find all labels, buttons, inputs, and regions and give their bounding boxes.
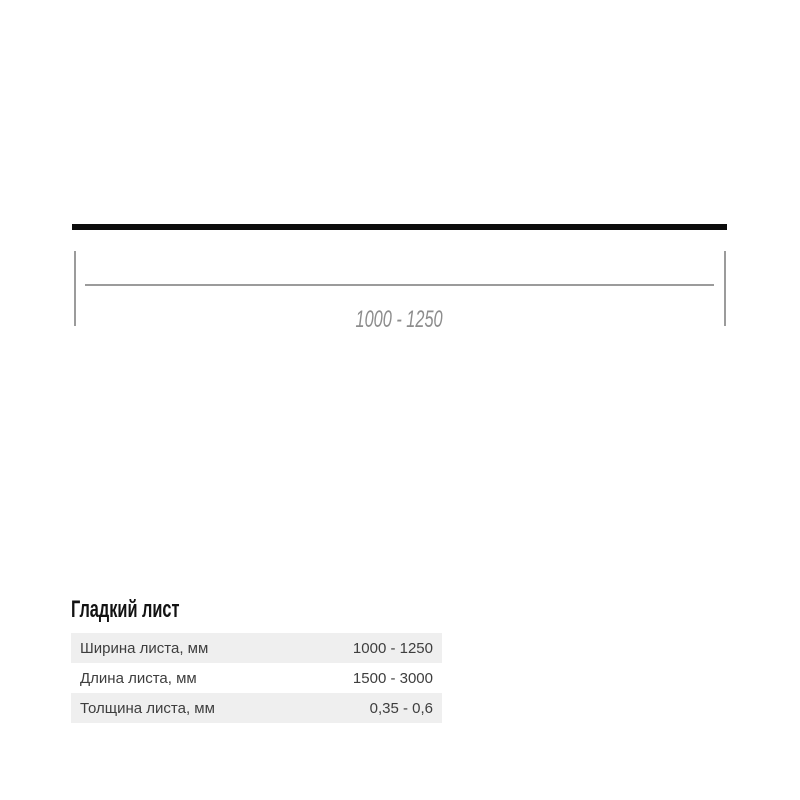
section-title: Гладкий лист bbox=[71, 596, 180, 623]
dimension-tick-left bbox=[74, 251, 76, 326]
sheet-profile-line bbox=[72, 224, 727, 230]
row-value: 1500 - 3000 bbox=[352, 669, 433, 687]
row-label: Ширина листа, мм bbox=[80, 639, 209, 657]
dimension-line bbox=[85, 284, 714, 286]
row-label: Длина листа, мм bbox=[80, 669, 197, 687]
row-label: Толщина листа, мм bbox=[80, 699, 215, 717]
spec-table bbox=[71, 633, 442, 723]
table-row bbox=[71, 693, 442, 723]
table-row bbox=[71, 633, 442, 663]
table-row bbox=[71, 663, 442, 693]
row-value: 0,35 - 0,6 bbox=[369, 699, 433, 717]
dimension-width-label: 1000 - 1250 bbox=[355, 306, 444, 333]
dimension-tick-right bbox=[724, 251, 726, 326]
row-value: 1000 - 1250 bbox=[352, 639, 433, 657]
dimension-label-wrap bbox=[85, 308, 714, 332]
